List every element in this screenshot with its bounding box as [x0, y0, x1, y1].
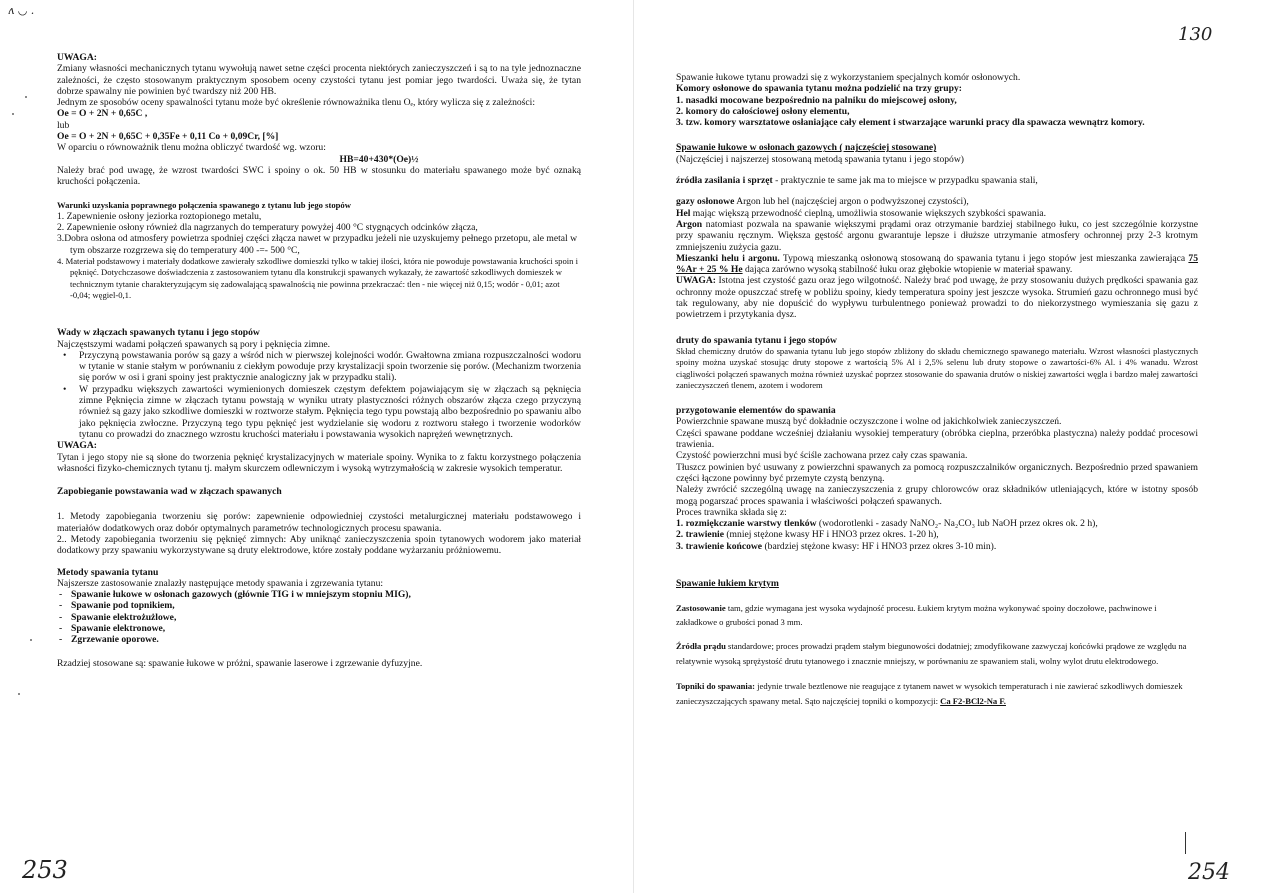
uwaga-gas-paragraph	[676, 275, 1198, 320]
methods-intro: Najszersze zastosowanie znalazły następujące metody spawania i zgrzewania tytanu:	[57, 577, 384, 589]
uwaga-gas-text: Istotna jest czystość gazu oraz jego wilgotność. Należy brać pod uwagę, że przy stosowaniu dużych prędkości spawania gaz ochronny może opuszczać strefę w pobliżu spoiny, kiedy temperatura spoiny jest jeszcze wysoka. Strumień gazu ochronnego musi być tak regulowany, aby nie dopuścić do wypływu turbulentnego ponieważ prowadzi to do niekorzystnego wymieszania się gazu z powietrzem i przytykania dysz.	[676, 275, 1198, 321]
gas-shielded-heading: Spawanie łukowe w osłonach gazowych ( najczęściej stosowane)	[676, 142, 937, 154]
chamber-item: 3. tzw. komory warsztatowe osłaniające cały element i stwarzające warunki pracy dla spawacza wewnątrz komory.	[676, 117, 1145, 129]
hardness-intro: W oparciu o równoważnik tlenu można obliczyć twardość wg. wzoru:	[57, 142, 326, 154]
method-item: - Spawanie elektronowe,	[71, 623, 581, 634]
argon-paragraph	[676, 219, 1198, 253]
rare-methods: Rzadziej stosowane są: spawanie łukowe w próżni, spawanie laserowe i zgrzewanie dyfuzyjne.	[57, 657, 423, 669]
mixture-text-2: dająca zarówno wysoką stabilność łuku oraz głębokie wtopienie w materiał spawany.	[742, 264, 1073, 276]
defect-bullet: • Przyczyną powstawania porów są gazy a wśród nich w pierwszej kolejności wodór. Gwałtowna zmiana rozpuszczalności wodoru w tytanie w stanie stałym w porównaniu z ciekłym powoduje przy krystalizacji spoin tworzenie się porów. (Mechanizm tworzenia się porów w osi i grani spoiny jest praktycznie analogiczny jak w przypadku stali).	[79, 350, 581, 384]
conditions-heading: Warunki uzyskania poprawnego połączenia spawanego z tytanu lub jego stopów	[57, 199, 351, 210]
argon-label: Argon	[676, 218, 703, 230]
mixture-label: Mieszanki helu i argonu.	[676, 252, 780, 264]
left-text-column	[57, 52, 581, 669]
chambers-groups: Komory osłonowe do spawania tytanu można podzielić na trzy grupy:	[676, 83, 962, 95]
speck	[30, 639, 32, 641]
speck	[25, 96, 27, 98]
prevention-item: 2.. Metody zapobiegania tworzeniu się pęknięć zimnych: Aby uniknąć zanieczyszczenia spoin tytanowych wodorem jako materiał dodatkowy przy spawaniu wykorzystywane są druty elektrodowe, które zostały poddane wyżarzaniu próżniowemu.	[57, 533, 581, 557]
prevention-item: 1. Metody zapobiegania tworzeniu się porów: zapewnienie odpowiedniej czystości metalurgicznej materiału podstawowego i materiałów dodatkowych oraz dobór optymalnych parametrów technologicznych procesu spawania.	[57, 511, 581, 534]
uwaga-gas-label: UWAGA:	[676, 275, 716, 287]
swc-paragraph: Należy brać pod uwagę, że wzrost twardości SWC i spoiny o ok. 50 HB w stosunku do materiału spawanego może być oznaką kruchości połączenia.	[57, 164, 581, 188]
methods-heading: Metody spawania tytanu	[57, 566, 159, 578]
speck	[12, 113, 14, 115]
etching-step	[676, 529, 1198, 540]
margin-mark	[1185, 832, 1186, 854]
right-text-column	[676, 72, 1198, 709]
etching-step	[676, 518, 1198, 529]
method-item: - Spawanie pod topnikiem,	[71, 600, 581, 611]
current-sources-label: Źródła prądu	[676, 641, 726, 652]
condition-item: 4. Materiał podstawowy i materiały dodatkowe zawierały szkodliwe domieszki tylko w takiej ilości, która nie powoduje powstawania kruchości spoin i pęknięć. Dotychczasowe doświadczenia z zastosowaniem tytanu dla konstrukcji spawanych wykazały, że zawartość szkodliwych domieszek w technicznym tytanie charakteryzującym się zadowalającą spawalnością nie powinna przekraczać: tlen - nie więcej niż 0,15; wodór - 0,01; azot -0,04; węgiel-0,1.	[57, 256, 578, 300]
submerged-arc-heading: Spawanie łukiem krytym	[676, 577, 779, 589]
etching-step	[676, 541, 1198, 552]
condition-item: 3.Dobra osłona od atmosfery powietrza spodniej części złącza nawet w przypadku jeżeli nie uzyskujemy pełnego przetopu, ale metal w tym obszarze rozgrzewa się do temperatury 400 -=- 500 °C,	[57, 233, 577, 256]
helium-paragraph	[676, 208, 1198, 219]
wires-heading: druty do spawania tytanu i jego stopów	[676, 334, 837, 346]
chamber-item: 1. nasadki mocowane bezpośrednio na palniku do miejscowej osłony,	[676, 94, 957, 106]
preparation-text: Części spawane poddane wcześniej działaniu wysokiej temperatury (obróbka cieplna, przeróbka plastyczna) należy poddać procesowi trawienia.	[676, 427, 1198, 451]
etching-intro: Proces trawnika składa się z:	[676, 506, 787, 518]
chambers-intro: Spawanie łukowe tytanu prowadzi się z wykorzystaniem specjalnych komór osłonowych.	[676, 72, 1021, 83]
application-text: tam, gdzie wymagana jest wysoka wydajność procesu. Łukiem krytym można wykonywać spoiny doczołowe, pachwinowe i zakładkowe o grubości ponad 3 mm.	[676, 603, 1157, 628]
current-sources	[676, 639, 1198, 669]
mixture-text: Typową mieszanką osłonową stosowaną do spawania tytanu i jego stopów jest mieszanka zawierająca	[779, 252, 1189, 264]
handwritten-folio-number: 130	[1178, 24, 1213, 45]
defects-intro: Najczęstszymi wadami połączeń spawanych są pory i pęknięcia zimne.	[57, 338, 331, 350]
prevention-heading: Zapobieganie powstawania wad w złączach spawanych	[57, 486, 282, 498]
wires-paragraph: Skład chemiczny drutów do spawania tytanu lub jego stopów zbliżony do składu chemicznego spawanego materiału. Wzrost własności plastycznych spoiny można uzyskać stosując druty stopowe z wartością 5% Al i 2,5% selenu lub druty stopowe o zawartości-6% Al. i 4% wanadu. Wzrost ciągliwości połączeń spawanych można również uzyskać poprzez stosowanie do spawania drutów o niskiej zawartości węgla i bardzo małej zawartości zanieczyszczeń tlenem, azotem i wodorem	[676, 345, 1198, 390]
handwritten-page-number-right: 254	[1188, 860, 1230, 885]
uwaga-paragraph-2: Tytan i jego stopy nie są słone do tworzenia pęknięć krystalizacyjnych w materiale spoiny. Wynika to z faktu korzystnego połączenia własności fizyko-chemicznych tytanu tj. małym skurczem odlewniczym i wysoką wytrzymałością w zakresie wysokich temperatur.	[57, 451, 581, 474]
argon-text: natomiast pozwala na spawanie większymi prądami oraz otrzymanie bardziej stabilnego łuku, co jest szczególnie korzystne przy spawaniu ręcznym. Większa gęstość argonu gwarantuje lepsze i dłuższe utrzymanie atmosfery ochronnej przy 2-3 krotnym zmniejszeniu zużycia gazu.	[676, 218, 1198, 253]
gas-shielded-subtitle: (Najczęściej i najszerzej stosowaną metodą spawania tytanu i jego stopów)	[676, 153, 964, 165]
preparation-text: Tłuszcz powinien być usuwany z powierzchni spawanych za pomocą rozpuszczalników organicznych. Bezpośrednio przed spawaniem części łączone powinny być przemyte czystą benzyną.	[676, 461, 1198, 484]
speck	[18, 693, 20, 695]
preparation-text: Powierzchnie spawane muszą być dokładnie oczyszczone i wolne od jakichkolwiek zanieczyszczeń.	[676, 416, 1062, 428]
oxygen-equivalent-intro: Jednym ze sposobów oceny spawalności tytanu może być określenie równoważnika tlenu Oₑ, który wylicza się z zależności:	[57, 97, 536, 109]
submerged-arc-application	[676, 601, 1198, 629]
chamber-item: 2. komory do całościowej osłony elementu,	[676, 105, 850, 117]
method-item: - Spawanie elektrożużlowe,	[71, 612, 581, 623]
uwaga-heading-2: UWAGA:	[57, 440, 97, 452]
current-sources-text: standardowe; proces prowadzi prądem stałym biegunowości dodatniej; zmodyfikowane zazwyczaj końcówki prądowe ze względu na relatywnie wysoką sprężystość drutu tytanowego i znacznie mniejszy, w porównaniu ze spawaniem stali, wolny wylot drutu elektrodowego.	[676, 641, 1187, 667]
formula-or-label: lub	[57, 119, 70, 131]
application-label: Zastosowanie	[676, 603, 726, 614]
mixture-paragraph	[676, 253, 1198, 276]
handwritten-corner-mark: ʌ ◡ .	[8, 4, 35, 17]
formula-oe-short: Oe = O + 2N + 0,65C ,	[57, 108, 148, 120]
defects-heading: Wady w złączach spawanych tytanu i jego stopów	[57, 327, 260, 339]
hardness-formula: HB=40+430*(Oe)½	[339, 153, 419, 165]
condition-item: 1. Zapewnienie osłony jeziorka roztopionego metalu,	[57, 210, 262, 222]
etching-step-text: (bardziej stężone kwasy: HF i HNO3 przez okres 3-10 min).	[762, 540, 997, 552]
method-item: - Spawanie łukowe w osłonach gazowych (głównie TIG i w mniejszym stopniu MIG),	[71, 589, 581, 600]
shielding-gases-text: Argon lub hel (najczęściej argon o podwyższonej czystości),	[734, 196, 969, 208]
power-sources	[676, 175, 1198, 186]
formula-oe-long: Oe = O + 2N + 0,65C + 0,35Fe + 0,11 Co + 0,09Cr, [%]	[57, 131, 279, 143]
defect-bullet: • W przypadku większych zawartości wymienionych domieszek częstym defektem pojawiającym się w złączach są pęknięcia zimne Pęknięcia zimne w złączach tytanu powstają w wyniku utraty plastyczności różnych obszarów złącza czego przyczyną również są gazy jako szkodliwe domieszki w roztworze stałym. Pęknięcia tego typu powstają albo bezpośrednio po spawaniu albo jako pęknięcia zwłoczne. Przyczyną tego typu pęknięć jest wydzielanie się wodoru z roztworu stałego i tworzenie wodorków tytanu co prowadzi do znacznego wzrostu kruchości materiału i powstawania wysokich naprężeń wewnętrznych.	[79, 384, 581, 440]
preparation-text: Należy zwrócić szczególną uwagę na zanieczyszczenia z grupy chlorowców oraz składników utleniających, które w istotny sposób mogą pogarszać proces spawania i właściwości połączeń spawanych.	[676, 484, 1198, 507]
power-sources-label: źródła zasilania i sprzęt	[676, 175, 773, 187]
handwritten-page-number-left: 253	[22, 856, 68, 884]
etching-step-label: 3. trawienie końcowe	[676, 540, 763, 552]
power-sources-text: - praktycznie te same jak ma to miejsce w przypadku spawania stali,	[772, 175, 1038, 187]
preparation-heading: przygotowanie elementów do spawania	[676, 405, 836, 417]
etching-step-text: (mniej stężone kwasy HF i HNO3 przez okres. 1-20 h),	[723, 529, 939, 541]
etching-step-label: 1. rozmiękczanie warstwy tlenków	[676, 518, 817, 530]
mixture-formula: 75 %Ar + 25 % He	[676, 252, 1198, 276]
preparation-text: Czystość powierzchni musi być ściśle zachowana przez cały czas spawania.	[676, 450, 968, 462]
method-item: - Zgrzewanie oporowe.	[71, 634, 581, 645]
left-page	[0, 0, 633, 893]
condition-item: 2. Zapewnienie osłony również dla nagrzanych do temperatury powyżej 400 °C stygnących odcinków złącza,	[57, 222, 478, 234]
fluxes-paragraph	[676, 679, 1198, 709]
shielding-gases-label: gazy osłonowe	[676, 196, 735, 208]
helium-text: mając większą przewodność cieplną, umożliwia stosowanie większych szybkości spawania.	[690, 207, 1047, 219]
fluxes-text: jedynie trwale beztlenowe nie reagujące z tytanem nawet w wysokich temperaturach i nie zawierać szkodliwych domieszek zanieczyszczających spawany metal. Sąto najczęściej topniki o kompozycji:	[676, 681, 1183, 707]
fluxes-label: Topniki do spawania:	[676, 681, 755, 692]
etching-step-text: (wodorotlenki - zasady NaNO₂- Na₂CO₃ lub NaOH przez okres ok. 2 h),	[816, 518, 1098, 530]
flux-formula: Ca F2-BCl2-Na F.	[940, 696, 1006, 707]
shielding-gases	[676, 196, 1198, 207]
etching-step-label: 2. trawienie	[676, 529, 724, 541]
helium-label: Hel	[676, 207, 691, 219]
uwaga-heading: UWAGA:	[57, 52, 97, 63]
uwaga-paragraph: Zmiany własności mechanicznych tytanu wywołują nawet setne części procenta niektórych zanieczyszczeń i są to na tyle jednoznaczne zależności, że często stosowanym praktycznym sposobem oceny czystości tytanu jest pomiar jego twardości. Uważa się, że tytan dobrze spawalny nie powinien być twardszy niż 200 HB.	[57, 63, 581, 97]
